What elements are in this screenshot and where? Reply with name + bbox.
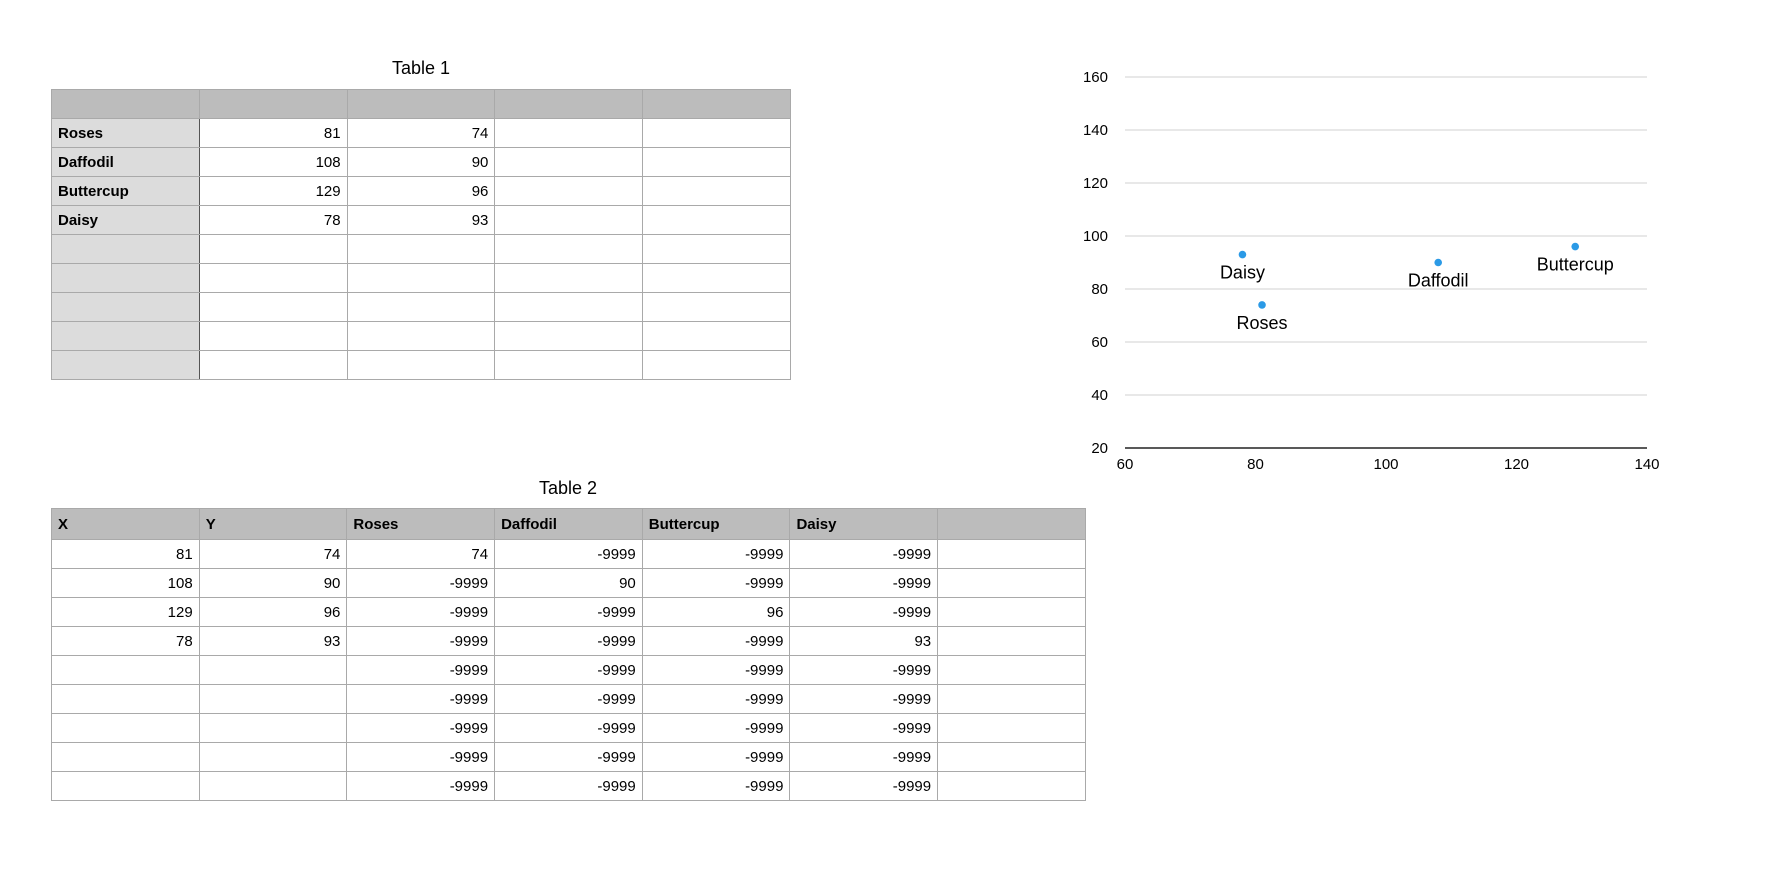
table1-cell[interactable] — [199, 235, 347, 264]
y-tick-label: 160 — [1082, 69, 1108, 86]
table2-cell[interactable]: -9999 — [790, 598, 938, 627]
table2-cell[interactable]: -9999 — [642, 714, 790, 743]
table1-cell[interactable] — [495, 119, 643, 148]
table1-row — [52, 293, 791, 322]
table1-cell[interactable] — [643, 351, 791, 380]
table1-row — [52, 119, 791, 148]
table1-row — [52, 206, 791, 235]
table2-row — [52, 772, 1086, 801]
data-point[interactable] — [1571, 243, 1579, 251]
table2-cell[interactable]: -9999 — [347, 598, 495, 627]
table2-cell[interactable]: -9999 — [642, 772, 790, 801]
table2-header-row — [52, 509, 1086, 540]
table2-cell[interactable] — [938, 714, 1086, 743]
table2-row — [52, 627, 1086, 656]
table1-cell[interactable] — [495, 206, 643, 235]
y-tick-label: 20 — [1091, 440, 1108, 457]
table2-cell[interactable]: -9999 — [642, 540, 790, 569]
table1-cell[interactable] — [495, 264, 643, 293]
table2-cell[interactable]: 93 — [199, 627, 347, 656]
table2-cell[interactable]: -9999 — [642, 569, 790, 598]
table1-row-header[interactable] — [52, 293, 200, 322]
table2-cell[interactable] — [938, 656, 1086, 685]
table1-row — [52, 351, 791, 380]
table2-row — [52, 569, 1086, 598]
table2-cell[interactable] — [52, 656, 200, 685]
table2-cell[interactable]: 93 — [790, 627, 938, 656]
table1-cell[interactable] — [495, 322, 643, 351]
table2-row — [52, 685, 1086, 714]
table1-header-row — [52, 90, 791, 119]
data-point-label: Roses — [1236, 312, 1288, 333]
table1-cell[interactable]: 78 — [199, 206, 347, 235]
table2-cell[interactable]: -9999 — [347, 714, 495, 743]
table1-cell[interactable] — [643, 148, 791, 177]
table2-cell[interactable]: -9999 — [495, 685, 643, 714]
table2 — [51, 508, 1086, 801]
table2-cell[interactable] — [938, 540, 1086, 569]
table1-cell[interactable] — [347, 264, 495, 293]
table2-header-cell[interactable]: Y — [199, 509, 347, 540]
table2-cell[interactable] — [52, 743, 200, 772]
table2-cell[interactable]: -9999 — [347, 772, 495, 801]
table1-cell[interactable] — [495, 148, 643, 177]
table1-cell[interactable] — [347, 322, 495, 351]
table2-header-cell[interactable]: Buttercup — [642, 509, 790, 540]
y-tick-label: 120 — [1082, 175, 1108, 192]
table1-header-cell[interactable] — [347, 90, 495, 119]
table2-row — [52, 714, 1086, 743]
table2-row — [52, 540, 1086, 569]
table2-header-cell[interactable]: Daffodil — [495, 509, 643, 540]
table1-cell[interactable] — [347, 351, 495, 380]
table1-cell[interactable] — [199, 264, 347, 293]
x-tick-label: 60 — [1116, 456, 1134, 473]
table2-title: Table 2 — [538, 478, 598, 498]
table1-cell[interactable]: 90 — [347, 148, 495, 177]
table2-cell[interactable] — [938, 627, 1086, 656]
table2-cell[interactable]: 108 — [52, 569, 200, 598]
y-tick-label: 80 — [1091, 281, 1108, 298]
table2-cell[interactable]: -9999 — [790, 569, 938, 598]
table1-cell[interactable]: 96 — [347, 177, 495, 206]
table1-cell[interactable] — [347, 293, 495, 322]
table2-cell[interactable] — [199, 772, 347, 801]
table2-row — [52, 743, 1086, 772]
table1-cell[interactable] — [643, 293, 791, 322]
table1-row-header[interactable] — [52, 264, 200, 293]
table2-cell[interactable]: -9999 — [642, 656, 790, 685]
table1-cell[interactable] — [643, 264, 791, 293]
table1-row-header[interactable] — [52, 351, 200, 380]
table1-cell[interactable] — [495, 351, 643, 380]
table2-cell[interactable]: -9999 — [347, 743, 495, 772]
table1-cell[interactable] — [643, 235, 791, 264]
table1-header-cell[interactable] — [495, 90, 643, 119]
table2-header-cell[interactable]: X — [52, 509, 200, 540]
table1-cell[interactable] — [495, 235, 643, 264]
data-point[interactable] — [1258, 301, 1266, 309]
table1-row — [52, 148, 791, 177]
table1-cell[interactable]: 93 — [347, 206, 495, 235]
table1-cell[interactable]: 129 — [199, 177, 347, 206]
table1-cell[interactable] — [199, 351, 347, 380]
table1-cell[interactable] — [495, 177, 643, 206]
table2-header-cell[interactable] — [938, 509, 1086, 540]
table2-cell[interactable]: -9999 — [495, 598, 643, 627]
table2-cell[interactable]: 74 — [347, 540, 495, 569]
table1-cell[interactable] — [347, 235, 495, 264]
table1-title: Table 1 — [391, 58, 451, 78]
x-tick-label: 120 — [1503, 456, 1530, 473]
table2-cell[interactable]: 96 — [642, 598, 790, 627]
table2-cell[interactable]: -9999 — [347, 685, 495, 714]
table2-cell[interactable] — [52, 772, 200, 801]
table1 — [51, 89, 791, 380]
table2-cell[interactable]: -9999 — [790, 714, 938, 743]
table1-header-cell[interactable] — [52, 90, 200, 119]
table2-cell[interactable]: -9999 — [790, 743, 938, 772]
table1-cell[interactable] — [199, 322, 347, 351]
table2-cell[interactable] — [52, 714, 200, 743]
table2-cell[interactable]: -9999 — [347, 656, 495, 685]
table2-row — [52, 598, 1086, 627]
table1-row-header[interactable]: Buttercup — [52, 177, 200, 206]
table1-row — [52, 264, 791, 293]
scatter-chart[interactable] — [1060, 40, 1700, 490]
table2-cell[interactable]: -9999 — [495, 714, 643, 743]
table1-cell[interactable]: 74 — [347, 119, 495, 148]
table1-cell[interactable] — [643, 119, 791, 148]
table1-cell[interactable] — [643, 206, 791, 235]
table2-cell[interactable]: -9999 — [495, 743, 643, 772]
table2-cell[interactable]: -9999 — [495, 627, 643, 656]
table1-row — [52, 322, 791, 351]
y-tick-label: 100 — [1082, 228, 1108, 245]
table2-cell[interactable]: -9999 — [642, 743, 790, 772]
table1-row-header[interactable] — [52, 235, 200, 264]
table2-cell[interactable] — [199, 685, 347, 714]
data-point-label: Buttercup — [1536, 254, 1614, 275]
y-tick-label: 40 — [1091, 387, 1108, 404]
data-point-label: Daffodil — [1407, 270, 1469, 291]
x-tick-label: 100 — [1373, 456, 1399, 473]
table2-cell[interactable]: -9999 — [495, 656, 643, 685]
table1-cell[interactable] — [643, 322, 791, 351]
table2-cell[interactable] — [938, 772, 1086, 801]
table1-row-header[interactable]: Roses — [52, 119, 200, 148]
table2-cell[interactable]: 81 — [52, 540, 200, 569]
table1-cell[interactable] — [199, 293, 347, 322]
x-tick-label: 140 — [1634, 456, 1660, 473]
table2-cell[interactable]: -9999 — [347, 627, 495, 656]
table2-cell[interactable]: -9999 — [347, 569, 495, 598]
data-point-label: Daisy — [1219, 262, 1265, 283]
table2-cell[interactable]: 74 — [199, 540, 347, 569]
table1-row — [52, 177, 791, 206]
table2-cell[interactable]: -9999 — [790, 540, 938, 569]
x-tick-label: 80 — [1247, 456, 1264, 473]
table2-cell[interactable]: -9999 — [790, 685, 938, 714]
table1-header-cell[interactable] — [199, 90, 347, 119]
table2-cell[interactable]: 90 — [495, 569, 643, 598]
y-tick-label: 60 — [1091, 334, 1108, 351]
y-tick-label: 140 — [1082, 122, 1108, 139]
table2-cell[interactable] — [199, 714, 347, 743]
table1-row — [52, 235, 791, 264]
table2-cell[interactable]: -9999 — [642, 627, 790, 656]
table1-row-header[interactable]: Daffodil — [52, 148, 200, 177]
table2-cell[interactable] — [52, 685, 200, 714]
table2-cell[interactable]: -9999 — [790, 656, 938, 685]
table2-cell[interactable] — [938, 685, 1086, 714]
table2-cell[interactable]: -9999 — [790, 772, 938, 801]
table1-cell[interactable]: 108 — [199, 148, 347, 177]
table2-cell[interactable]: 90 — [199, 569, 347, 598]
table2-header-cell[interactable]: Roses — [347, 509, 495, 540]
table1-row-header[interactable] — [52, 322, 200, 351]
table2-header-cell[interactable]: Daisy — [790, 509, 938, 540]
table2-cell[interactable]: -9999 — [495, 540, 643, 569]
table1-cell[interactable] — [495, 293, 643, 322]
table2-row — [52, 656, 1086, 685]
table1-cell[interactable]: 81 — [199, 119, 347, 148]
table2-cell[interactable] — [938, 743, 1086, 772]
table1-cell[interactable] — [643, 177, 791, 206]
table2-cell[interactable] — [938, 569, 1086, 598]
table2-cell[interactable] — [199, 743, 347, 772]
data-point[interactable] — [1434, 259, 1442, 267]
table1-row-header[interactable]: Daisy — [52, 206, 200, 235]
table1-header-cell[interactable] — [643, 90, 791, 119]
table2-cell[interactable]: 96 — [199, 598, 347, 627]
table2-cell[interactable] — [938, 598, 1086, 627]
table2-cell[interactable]: -9999 — [495, 772, 643, 801]
table2-cell[interactable] — [199, 656, 347, 685]
table2-cell[interactable]: 78 — [52, 627, 200, 656]
table2-cell[interactable]: -9999 — [642, 685, 790, 714]
data-point[interactable] — [1239, 251, 1247, 259]
table2-cell[interactable]: 129 — [52, 598, 200, 627]
